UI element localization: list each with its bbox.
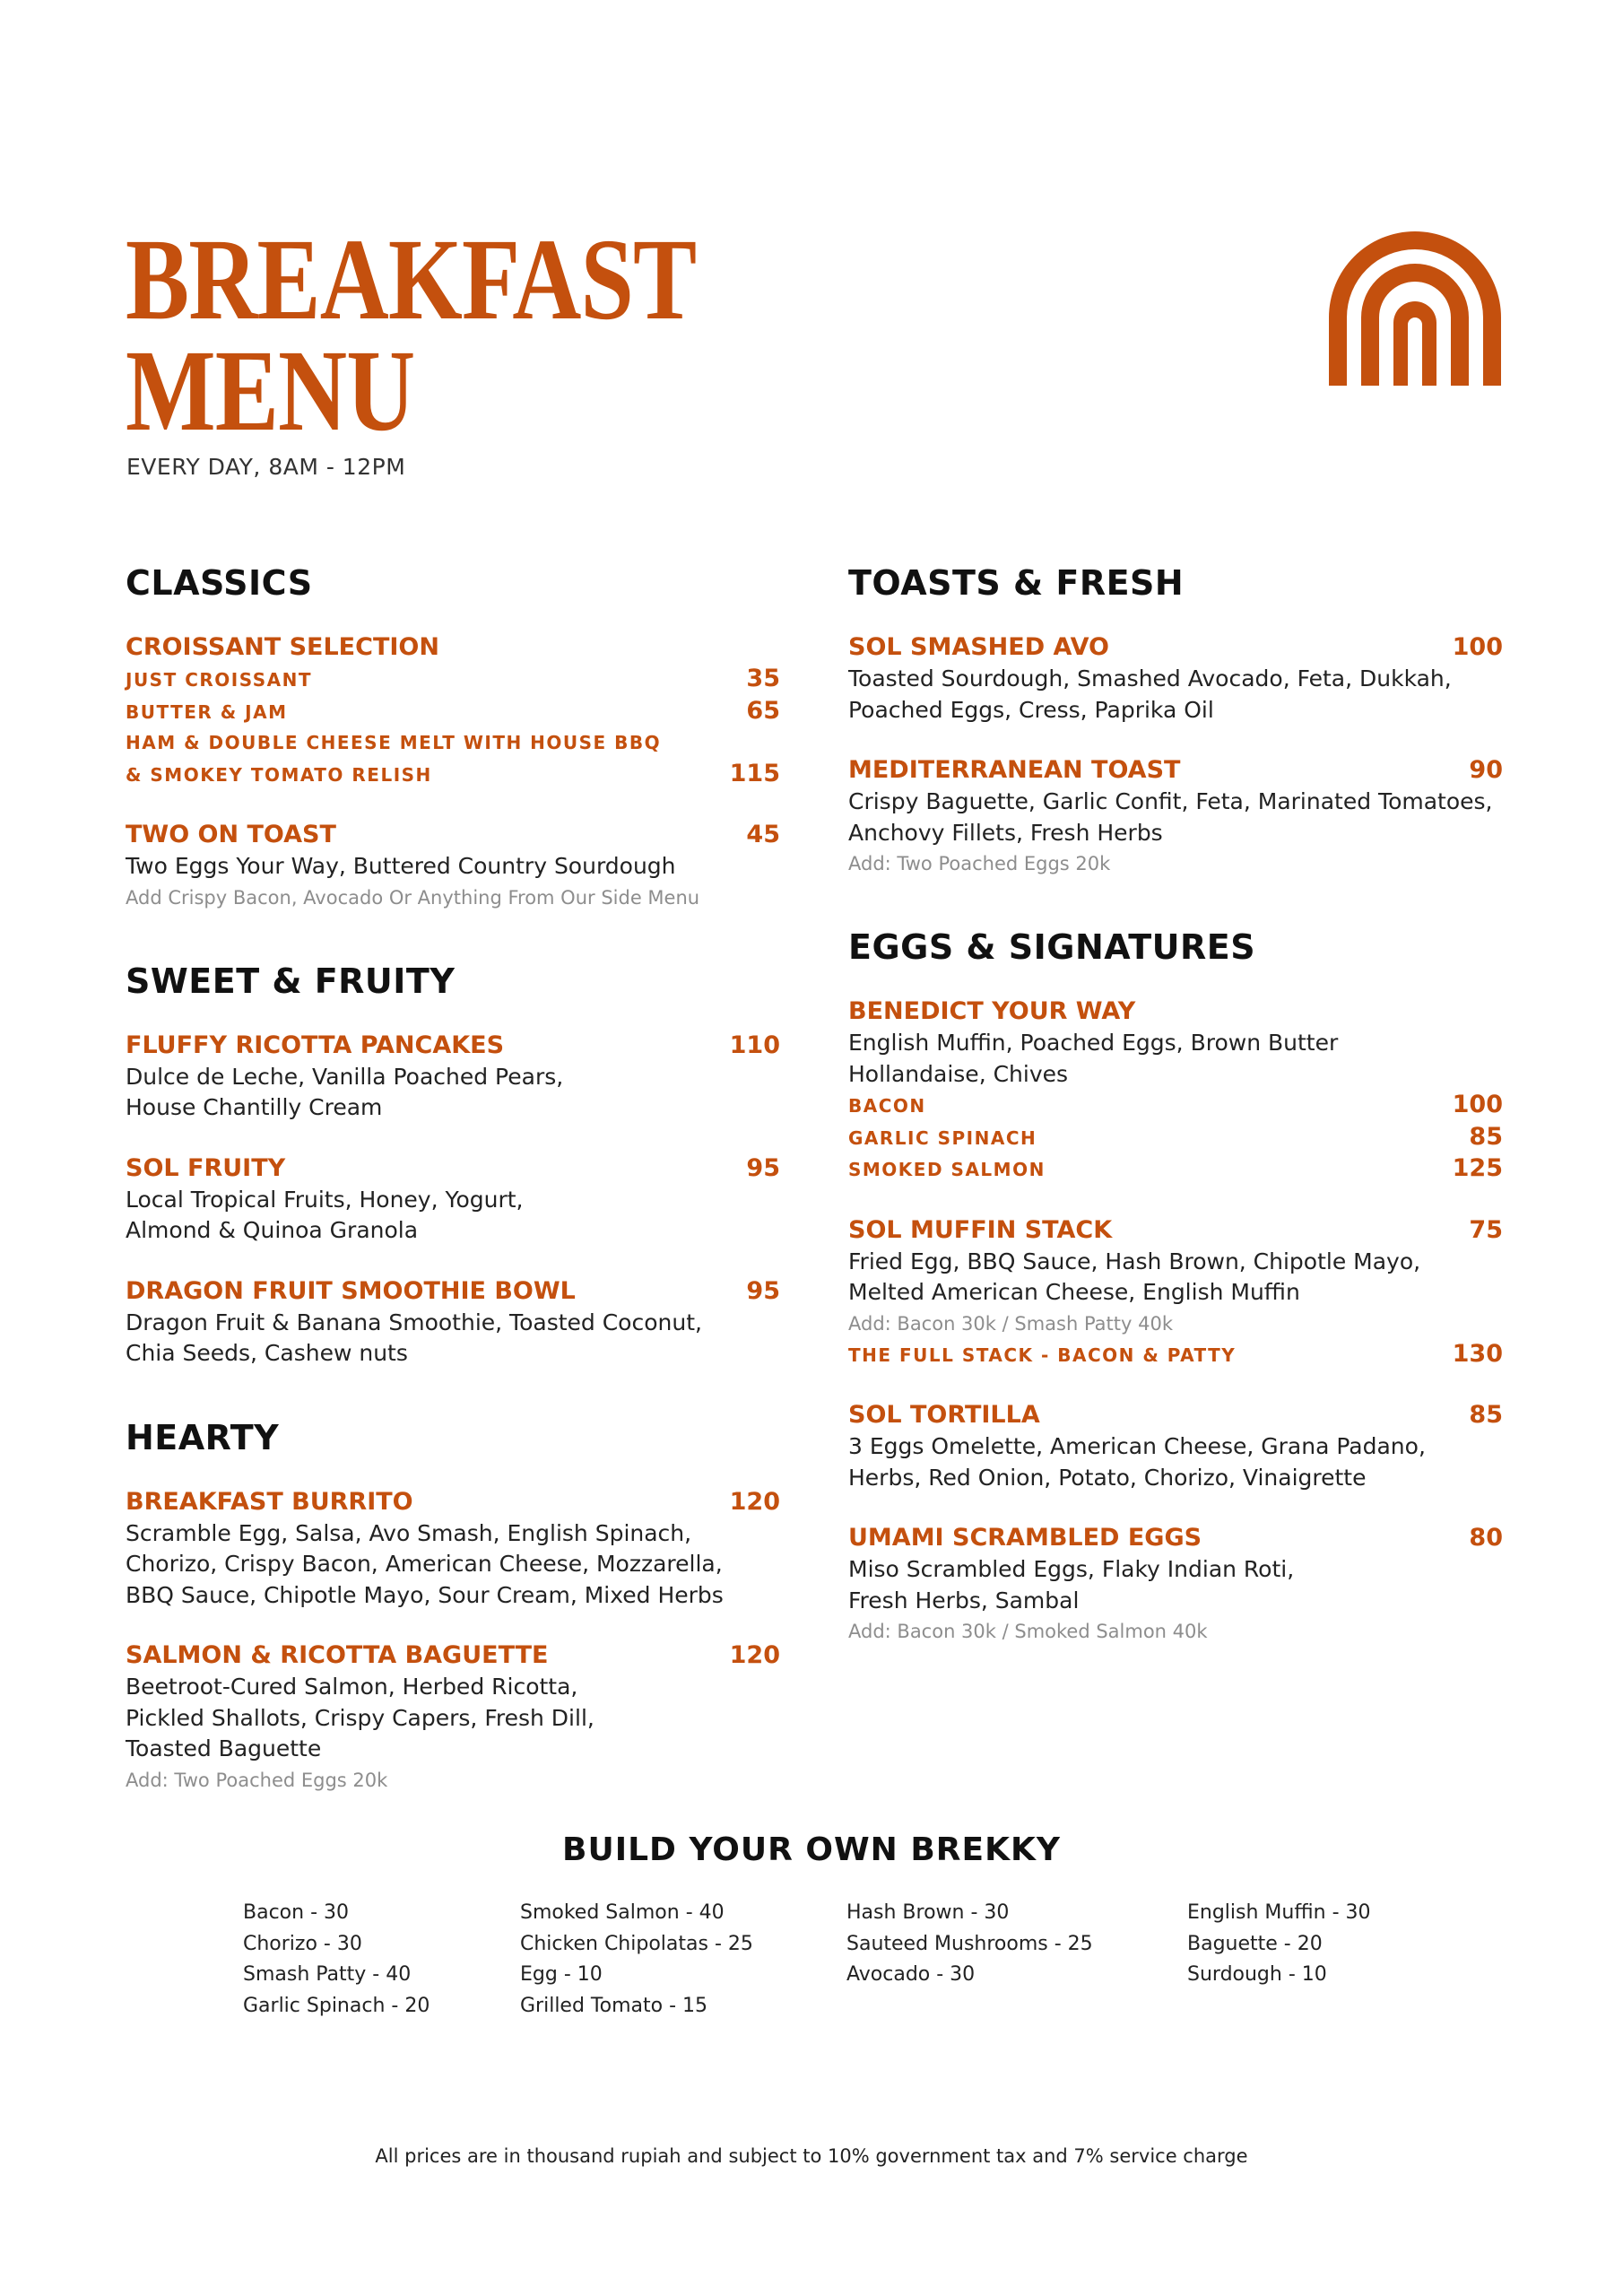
- item-description: Herbs, Red Onion, Potato, Chorizo, Vinaigrette: [848, 1464, 1367, 1491]
- byob-item: Surdough - 10: [1187, 1963, 1327, 1986]
- item-header: [848, 1399, 1503, 1431]
- item-description: Fried Egg, BBQ Sauce, Hash Brown, Chipotle Mayo,: [848, 1248, 1421, 1274]
- menu-item: [848, 1399, 1503, 1493]
- item-header: [126, 1275, 780, 1308]
- title-line-2: MENU: [126, 326, 415, 456]
- byob-item: Chorizo - 30: [243, 1932, 362, 1955]
- item-description: Pickled Shallots, Crispy Capers, Fresh Dill,: [126, 1704, 595, 1731]
- option-label: SMOKED SALMON: [848, 1159, 1046, 1180]
- byob-item: English Muffin - 30: [1187, 1901, 1371, 1924]
- byob-column-4: [1187, 1898, 1371, 1991]
- item-price: 95: [746, 1153, 780, 1182]
- menu-item: [126, 1639, 780, 1796]
- item-name: BREAKFAST BURRITO: [126, 1487, 413, 1516]
- menu-section: [126, 1418, 780, 1796]
- byob-item: Bacon - 30: [243, 1901, 349, 1924]
- item-addon-note: Add: Two Poached Eggs 20k: [126, 1769, 388, 1791]
- item-price: 90: [1469, 756, 1503, 784]
- item-description: Miso Scrambled Eggs, Flaky Indian Roti,: [848, 1556, 1295, 1582]
- item-option: [848, 1339, 1503, 1371]
- item-description: House Chantilly Cream: [126, 1094, 383, 1120]
- menu-item: [848, 996, 1503, 1186]
- item-name: FLUFFY RICOTTA PANCAKES: [126, 1031, 505, 1059]
- item-name: SOL FRUITY: [126, 1153, 286, 1182]
- byob-item: Egg - 10: [520, 1963, 603, 1986]
- item-description: Almond & Quinoa Granola: [126, 1217, 419, 1243]
- item-description: Chorizo, Crispy Bacon, American Cheese, Mozzarella,: [126, 1551, 723, 1577]
- item-name: MEDITERRANEAN TOAST: [848, 756, 1181, 784]
- section-title: HEARTY: [126, 1417, 280, 1457]
- byob-item: Smoked Salmon - 40: [520, 1901, 725, 1924]
- item-header: [126, 631, 780, 664]
- section-title: SWEET & FRUITY: [126, 961, 456, 1001]
- item-description: Beetroot-Cured Salmon, Herbed Ricotta,: [126, 1674, 578, 1700]
- item-addon-note: Add Crispy Bacon, Avocado Or Anything From Our Side Menu: [126, 886, 700, 909]
- item-header: [848, 631, 1503, 664]
- item-header: [848, 996, 1503, 1028]
- item-price: 100: [1452, 633, 1503, 661]
- item-price: 45: [746, 821, 780, 848]
- item-option: [126, 759, 780, 791]
- menu-item: [126, 819, 780, 913]
- byob-column-3: [846, 1898, 1093, 1991]
- option-label: & SMOKEY TOMATO RELISH: [126, 763, 432, 786]
- byob-item: Chicken Chipolatas - 25: [520, 1932, 753, 1955]
- menu-item: [848, 1214, 1503, 1371]
- item-name: SALMON & RICOTTA BAGUETTE: [126, 1641, 549, 1669]
- item-description: Scramble Egg, Salsa, Avo Smash, English Spinach,: [126, 1519, 692, 1546]
- byob-column-2: [520, 1898, 753, 2022]
- item-option: [126, 696, 780, 728]
- byob-title: BUILD YOUR OWN BREKKY: [562, 1831, 1061, 1868]
- menu-title: [126, 215, 697, 456]
- item-price: 75: [1469, 1215, 1503, 1244]
- section-title: EGGS & SIGNATURES: [848, 927, 1256, 967]
- menu-item: [126, 631, 780, 790]
- menu-item: [848, 754, 1503, 879]
- byob-column-1: [243, 1898, 430, 2022]
- item-header: [126, 1639, 780, 1672]
- item-price: 120: [729, 1641, 780, 1669]
- item-description: Dulce de Leche, Vanilla Poached Pears,: [126, 1063, 564, 1090]
- item-price: 95: [746, 1276, 780, 1305]
- menu-section: [848, 563, 1503, 879]
- item-name: DRAGON FRUIT SMOOTHIE BOWL: [126, 1276, 576, 1305]
- item-description: Toasted Baguette: [126, 1735, 322, 1761]
- menu-section: [126, 961, 780, 1370]
- item-description: Toasted Sourdough, Smashed Avocado, Feta, Dukkah,: [848, 665, 1452, 691]
- item-option: [126, 664, 780, 696]
- item-option: [848, 1122, 1503, 1154]
- byob-item: Smash Patty - 40: [243, 1963, 412, 1986]
- item-description: Local Tropical Fruits, Honey, Yogurt,: [126, 1186, 524, 1213]
- right-column: [848, 563, 1503, 1695]
- item-description: Melted American Cheese, English Muffin: [848, 1279, 1300, 1305]
- byob-item: Garlic Spinach - 20: [243, 1994, 430, 2017]
- item-addon-note: Add: Bacon 30k / Smash Patty 40k: [848, 1312, 1173, 1335]
- option-price: 35: [746, 665, 780, 692]
- item-description: Chia Seeds, Cashew nuts: [126, 1340, 408, 1366]
- byob-item: Sauteed Mushrooms - 25: [846, 1932, 1093, 1955]
- menu-item: [126, 1030, 780, 1124]
- item-price: 110: [729, 1031, 780, 1059]
- option-price: 130: [1452, 1339, 1503, 1368]
- item-name: SOL MUFFIN STACK: [848, 1215, 1113, 1244]
- item-price: 120: [729, 1487, 780, 1516]
- item-header: [848, 1214, 1503, 1247]
- option-label: JUST CROISSANT: [126, 669, 312, 691]
- item-description: Fresh Herbs, Sambal: [848, 1587, 1080, 1613]
- item-option: [848, 1153, 1503, 1186]
- item-description: BBQ Sauce, Chipotle Mayo, Sour Cream, Mixed Herbs: [126, 1581, 724, 1608]
- section-title: CLASSICS: [126, 563, 313, 603]
- item-header: [126, 1152, 780, 1185]
- option-label: THE FULL STACK - BACON & PATTY: [848, 1344, 1237, 1366]
- menu-section: [126, 563, 780, 913]
- item-option: [126, 727, 780, 759]
- menu-section: [848, 927, 1503, 1647]
- option-price: 125: [1452, 1154, 1503, 1182]
- item-name: CROISSANT SELECTION: [126, 633, 439, 661]
- item-addon-note: Add: Two Poached Eggs 20k: [848, 853, 1111, 874]
- item-name: BENEDICT YOUR WAY: [848, 997, 1136, 1025]
- item-price: 80: [1469, 1524, 1503, 1552]
- byob-item: Grilled Tomato - 15: [520, 1994, 707, 2017]
- item-header: [126, 1486, 780, 1518]
- rainbow-arch-icon: [1329, 231, 1501, 386]
- item-description: English Muffin, Poached Eggs, Brown Butter: [848, 1030, 1339, 1056]
- item-description: Hollandaise, Chives: [848, 1060, 1069, 1087]
- menu-item: [848, 1522, 1503, 1647]
- item-description: Two Eggs Your Way, Buttered Country Sourdough: [126, 853, 676, 879]
- menu-item: [848, 631, 1503, 726]
- item-price: 85: [1469, 1401, 1503, 1429]
- item-name: TWO ON TOAST: [126, 821, 336, 848]
- title-line-1: BREAKFAST: [126, 215, 697, 344]
- menu-item: [126, 1152, 780, 1247]
- item-option: [848, 1090, 1503, 1122]
- item-addon-note: Add: Bacon 30k / Smoked Salmon 40k: [848, 1621, 1208, 1642]
- option-label: GARLIC SPINACH: [848, 1126, 1037, 1149]
- item-header: [848, 754, 1503, 787]
- item-name: SOL SMASHED AVO: [848, 633, 1109, 661]
- option-price: 85: [1469, 1122, 1503, 1151]
- byob-item: Avocado - 30: [846, 1963, 976, 1986]
- option-label: BUTTER & JAM: [126, 700, 288, 723]
- item-name: SOL TORTILLA: [848, 1401, 1040, 1429]
- option-label: HAM & DOUBLE CHEESE MELT WITH HOUSE BBQ: [126, 732, 662, 753]
- price-footnote: All prices are in thousand rupiah and subject to 10% government tax and 7% service charge: [375, 2145, 1248, 2167]
- byob-item: Baguette - 20: [1187, 1932, 1323, 1955]
- item-description: 3 Eggs Omelette, American Cheese, Grana Padano,: [848, 1433, 1426, 1459]
- option-price: 100: [1452, 1091, 1503, 1118]
- item-description: Poached Eggs, Cress, Paprika Oil: [848, 696, 1214, 723]
- item-header: [126, 1030, 780, 1062]
- section-title: TOASTS & FRESH: [848, 563, 1185, 603]
- option-label: BACON: [848, 1095, 926, 1117]
- byob-item: Hash Brown - 30: [846, 1901, 1010, 1924]
- item-header: [126, 819, 780, 851]
- item-header: [848, 1522, 1503, 1554]
- left-column: [126, 563, 780, 1844]
- option-price: 65: [746, 696, 780, 725]
- item-description: Anchovy Fillets, Fresh Herbs: [848, 819, 1163, 846]
- item-description: Crispy Baguette, Garlic Confit, Feta, Marinated Tomatoes,: [848, 788, 1493, 814]
- option-price: 115: [729, 759, 780, 787]
- item-description: Dragon Fruit & Banana Smoothie, Toasted Coconut,: [126, 1309, 702, 1335]
- menu-item: [126, 1486, 780, 1612]
- opening-hours: EVERY DAY, 8AM - 12PM: [126, 454, 406, 480]
- menu-item: [126, 1275, 780, 1370]
- item-name: UMAMI SCRAMBLED EGGS: [848, 1524, 1202, 1552]
